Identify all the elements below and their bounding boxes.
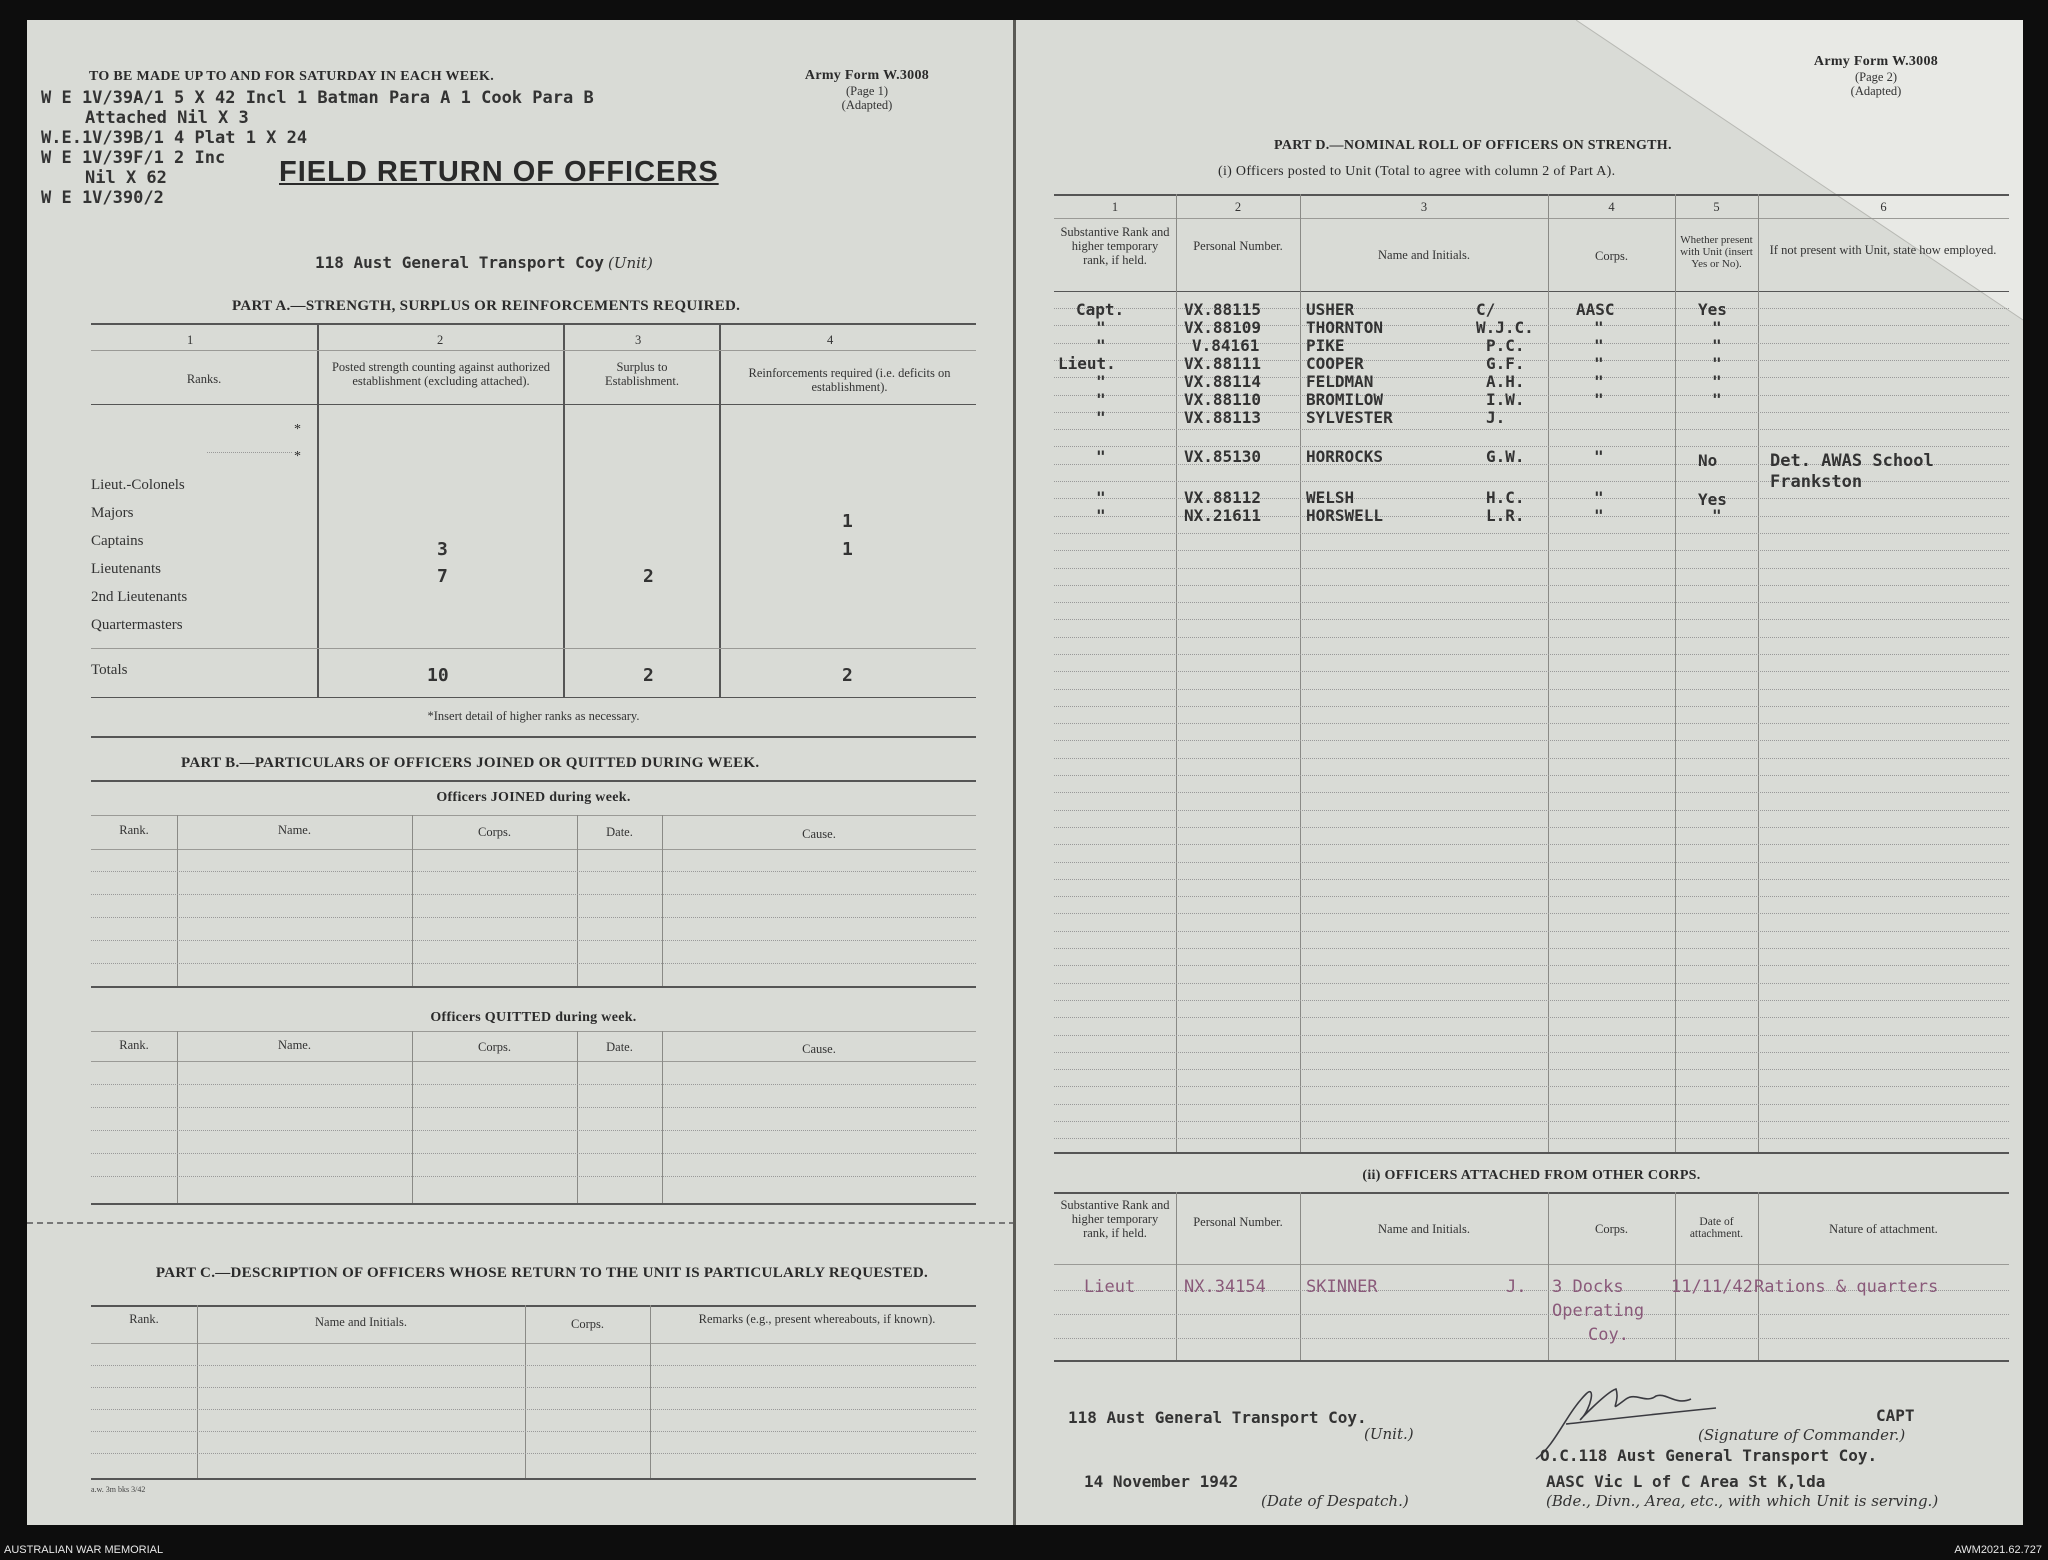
totals-label: Totals: [91, 662, 128, 678]
officer-present: No: [1698, 451, 1718, 470]
roll-ruled-line: [1054, 568, 2009, 569]
quitted-heading: Officers QUITTED during week.: [430, 1010, 637, 1025]
officer-name: USHER: [1306, 300, 1355, 319]
unit-line: [315, 253, 653, 273]
despatch-label: (Date of Despatch.): [1261, 1492, 1409, 1510]
officer-rank: ": [1096, 506, 1106, 525]
sig-label: (Signature of Commander.): [1698, 1426, 1906, 1444]
officer-number: V.84161: [1192, 336, 1260, 355]
officer-rank: ": [1096, 318, 1106, 337]
officer-present: ": [1712, 336, 1722, 355]
officer-name: SYLVESTER: [1306, 408, 1393, 427]
unit-label: (Unit): [607, 254, 653, 272]
roll-ruled-line: [1054, 1069, 2009, 1070]
officer-number: VX.88110: [1184, 390, 1262, 409]
page-number: (Page 1): [846, 84, 888, 98]
roll-ruled-line: [1054, 948, 2009, 949]
officer-initials: G.W.: [1486, 447, 1525, 466]
attached-date: 11/11/42: [1671, 1277, 1753, 1297]
typed-ref: Nil X 62: [85, 168, 167, 188]
officer-corps: ": [1594, 318, 1604, 337]
officer-rank: ": [1096, 447, 1106, 466]
officer-name: BROMILOW: [1306, 390, 1384, 409]
part-d-col-head: Corps.: [1595, 249, 1628, 263]
typed-ref: W.E.1V/39B/1 4 Plat 1 X 24: [41, 128, 308, 148]
officer-name: PIKE: [1306, 336, 1345, 355]
roll-ruled-line: [1054, 827, 2009, 828]
attached-corps: Operating: [1552, 1301, 1645, 1321]
officer-name: FELDMAN: [1306, 372, 1374, 391]
roll-ruled-line: [1054, 913, 2009, 914]
rank-label: Majors: [91, 505, 134, 521]
reinf-majors: 1: [842, 511, 853, 532]
typed-ref: W E 1V/39F/1 2 Inc: [41, 148, 226, 168]
star-row: *: [294, 422, 301, 437]
roll-ruled-line: [1054, 671, 2009, 672]
officer-name: HORROCKS: [1306, 447, 1384, 466]
rank-label: 2nd Lieutenants: [91, 589, 188, 605]
officer-number: NX.21611: [1184, 506, 1262, 525]
surplus-lieutenants: 2: [643, 566, 654, 587]
quitted-col: Cause.: [802, 1042, 836, 1056]
attached-col-head: Name and Initials.: [1378, 1222, 1470, 1236]
roll-ruled-line: [1054, 740, 2009, 741]
roll-ruled-line: [1054, 1138, 2009, 1139]
roll-ruled-line: [1054, 931, 2009, 932]
joined-col: Cause.: [802, 827, 836, 841]
attached-name: SKINNER: [1306, 1277, 1378, 1297]
officer-name: WELSH: [1306, 488, 1355, 507]
part-c-col: Name and Initials.: [315, 1315, 407, 1329]
officer-rank: ": [1096, 390, 1106, 409]
typed-ref: W E 1V/39A/1 5 X 42 Incl 1 Batman Para A 1 Cook Para B: [41, 88, 594, 108]
roll-ruled-line: [1054, 792, 2009, 793]
unit-name: 118 Aust General Transport Coy: [315, 253, 604, 272]
part-d-col-num: 3: [1420, 200, 1428, 214]
part-a-col-head: Reinforcements required (i.e. deficits on establishment).: [748, 366, 951, 394]
typed-references: [41, 88, 594, 208]
officer-number: VX.85130: [1184, 447, 1262, 466]
form-id-block: [1776, 54, 1976, 98]
officer-corps: ": [1594, 390, 1604, 409]
part-d-col-head: Personal Number.: [1193, 239, 1283, 253]
star-row: *: [294, 449, 301, 464]
sig-capt: CAPT: [1876, 1406, 1915, 1425]
officer-initials: I.W.: [1486, 390, 1525, 409]
attached-rank: Lieut: [1084, 1277, 1136, 1297]
quitted-col: Date.: [606, 1040, 633, 1054]
sig-unit: 118 Aust General Transport Coy.: [1068, 1408, 1367, 1427]
attached-col-head: Nature of attachment.: [1829, 1222, 1938, 1236]
roll-ruled-line: [1054, 481, 2009, 482]
sig-unit-label: (Unit.): [1364, 1425, 1414, 1443]
officer-name: HORSWELL: [1306, 506, 1384, 525]
part-d-col-num: 1: [1111, 200, 1119, 214]
roll-ruled-line: [1054, 1086, 2009, 1087]
officer-corps: ": [1594, 372, 1604, 391]
form-id: Army Form W.3008: [804, 68, 930, 83]
attached-col-head: Personal Number.: [1193, 1215, 1283, 1229]
officer-corps: ": [1594, 447, 1604, 466]
roll-ruled-line: [1054, 965, 2009, 966]
right-page: [1016, 20, 2023, 1525]
roll-ruled-line: [1054, 1104, 2009, 1105]
part-d-col-head: If not present with Unit, state how employed.: [1769, 243, 1997, 257]
officer-rank: Capt.: [1076, 300, 1125, 319]
part-b-heading: PART B.—PARTICULARS OF OFFICERS JOINED OR QUITTED DURING WEEK.: [181, 755, 760, 771]
roll-ruled-line: [1054, 810, 2009, 811]
part-a-col-num: 4: [827, 333, 834, 347]
part-c-col: Corps.: [571, 1317, 604, 1331]
officer-employed: Frankston: [1770, 472, 1863, 492]
officer-initials: L.R.: [1486, 506, 1525, 525]
officer-corps: ": [1594, 354, 1604, 373]
attached-col-head: Substantive Rank and higher temporary rank, if held.: [1060, 1198, 1170, 1240]
officer-number: VX.88114: [1184, 372, 1262, 391]
footer-right: AWM2021.62.727: [1954, 1544, 2042, 1556]
quitted-col: Name.: [278, 1038, 311, 1052]
totals-reinf: 2: [842, 665, 853, 686]
part-d-col-head: Substantive Rank and higher temporary rank, if held.: [1060, 225, 1170, 267]
roll-ruled-line: [1054, 1035, 2009, 1036]
attached-number: NX.34154: [1184, 1277, 1266, 1297]
officer-number: VX.88115: [1184, 300, 1262, 319]
joined-col: Corps.: [478, 825, 511, 839]
roll-ruled-line: [1054, 689, 2009, 690]
form-id: Army Form W.3008: [1813, 54, 1939, 69]
officer-rank: Lieut.: [1058, 354, 1116, 373]
top-instruction: TO BE MADE UP TO AND FOR SATURDAY IN EACH WEEK.: [89, 69, 495, 84]
roll-ruled-line: [1054, 879, 2009, 880]
roll-ruled-line: [1054, 1000, 2009, 1001]
officer-number: VX.88112: [1184, 488, 1262, 507]
part-c-col: Rank.: [129, 1312, 159, 1326]
officer-present: ": [1712, 354, 1722, 373]
roll-ruled-line: [1054, 775, 2009, 776]
attached-corps: Coy.: [1588, 1325, 1629, 1345]
typed-ref: Attached Nil X 3: [85, 108, 249, 128]
totals-posted: 10: [427, 665, 449, 686]
roll-ruled-line: [1054, 654, 2009, 655]
part-d-heading: PART D.—NOMINAL ROLL OF OFFICERS ON STRENGTH.: [1274, 138, 1672, 153]
totals-surplus: 2: [643, 665, 654, 686]
officer-present: ": [1712, 390, 1722, 409]
footer-left: AUSTRALIAN WAR MEMORIAL: [4, 1544, 164, 1556]
part-a-col-num: 3: [635, 333, 642, 347]
officer-employed: Det. AWAS School: [1770, 451, 1934, 471]
officer-initials: A.H.: [1486, 372, 1525, 391]
posted-lieutenants: 7: [437, 566, 448, 587]
officer-initials: G.F.: [1486, 354, 1525, 373]
form-title: FIELD RETURN OF OFFICERS: [279, 156, 719, 188]
part-d-col-num: 4: [1608, 200, 1615, 214]
print-code: a.w. 3m bks 3/42: [91, 1485, 146, 1494]
joined-col: Rank.: [119, 823, 149, 837]
officer-corps: ": [1594, 488, 1604, 507]
joined-heading: Officers JOINED during week.: [436, 790, 631, 805]
officer-present: ": [1712, 318, 1722, 337]
form-id-block: [787, 68, 947, 112]
despatch-date: 14 November 1942: [1084, 1472, 1239, 1491]
roll-ruled-line: [1054, 1052, 2009, 1053]
part-a-col-num: 2: [437, 333, 444, 347]
attached-initials: J.: [1506, 1277, 1527, 1297]
quitted-col: Rank.: [119, 1038, 149, 1052]
officer-present: Yes: [1698, 300, 1727, 319]
part-d-subheading: (i) Officers posted to Unit (Total to agree with column 2 of Part A).: [1218, 164, 1616, 179]
roll-ruled-line: [1054, 550, 2009, 551]
officer-initials: H.C.: [1486, 488, 1525, 507]
officer-initials: W.J.C.: [1476, 318, 1534, 337]
joined-col: Name.: [278, 823, 311, 837]
officer-name: COOPER: [1306, 354, 1364, 373]
roll-ruled-line: [1054, 706, 2009, 707]
roll-ruled-line: [1054, 585, 2009, 586]
roll-ruled-line: [1054, 896, 2009, 897]
part-d-col-num: 5: [1713, 200, 1720, 214]
part-c-heading: PART C.—DESCRIPTION OF OFFICERS WHOSE RETURN TO THE UNIT IS PARTICULARLY REQUESTED.: [155, 1265, 929, 1281]
sig-oc: O.C.118 Aust General Transport Coy.: [1540, 1446, 1878, 1465]
roll-ruled-line: [1054, 983, 2009, 984]
part-a-heading: PART A.—STRENGTH, SURPLUS OR REINFORCEMENTS REQUIRED.: [232, 298, 741, 314]
part-d-col-head: Whether present with Unit (insert Yes or No).: [1680, 234, 1753, 270]
part-a-col-head: Ranks.: [186, 372, 222, 386]
rank-label: Quartermasters: [91, 617, 183, 633]
roll-ruled-line: [1054, 1121, 2009, 1122]
attached-corps: 3 Docks: [1552, 1277, 1624, 1297]
rank-label: Captains: [91, 533, 144, 549]
area-label: (Bde., Divn., Area, etc., with which Unit is serving.): [1546, 1492, 1939, 1510]
typed-ref: W E 1V/390/2: [41, 188, 164, 208]
rank-label: Lieutenants: [91, 561, 161, 577]
attached-col-head: Date of attachment.: [1689, 1216, 1744, 1240]
attached-col-head: Corps.: [1595, 1222, 1628, 1236]
left-page: [27, 20, 1015, 1525]
officer-initials: C/: [1476, 300, 1496, 319]
officer-rank: ": [1096, 488, 1106, 507]
roll-ruled-line: [1054, 723, 2009, 724]
officer-corps: ": [1594, 506, 1604, 525]
roll-ruled-line: [1054, 1017, 2009, 1018]
roll-ruled-line: [1054, 637, 2009, 638]
officer-rank: ": [1096, 336, 1106, 355]
officer-initials: P.C.: [1486, 336, 1525, 355]
adapted-label: (Adapted): [1850, 84, 1902, 98]
page-number: (Page 2): [1855, 70, 1897, 84]
area-typed: AASC Vic L of C Area St K,lda: [1546, 1472, 1826, 1491]
roll-ruled-line: [1054, 533, 2009, 534]
part-a-col-head: Surplus to Establishment.: [605, 360, 679, 388]
part-a-footnote: *Insert detail of higher ranks as necessary.: [427, 709, 640, 723]
reinf-captains: 1: [842, 539, 853, 560]
joined-col: Date.: [606, 825, 633, 839]
officer-name: THORNTON: [1306, 318, 1384, 337]
quitted-col: Corps.: [478, 1040, 511, 1054]
part-d-col-head: Name and Initials.: [1378, 248, 1470, 262]
attached-nature: Rations & quarters: [1754, 1277, 1939, 1297]
part-d-col-num: 6: [1880, 200, 1887, 214]
officer-rank: ": [1096, 372, 1106, 391]
roll-ruled-line: [1054, 758, 2009, 759]
roll-ruled-line: [1054, 844, 2009, 845]
adapted-label: (Adapted): [841, 98, 893, 112]
officer-corps: AASC: [1576, 300, 1615, 319]
part-d-col-num: 2: [1234, 200, 1242, 214]
part-c-col: Remarks (e.g., present whereabouts, if known).: [698, 1312, 936, 1326]
officer-present: ": [1712, 372, 1722, 391]
attached-heading: (ii) OFFICERS ATTACHED FROM OTHER CORPS.: [1362, 1168, 1701, 1183]
roll-ruled-line: [1054, 429, 2009, 430]
officer-number: VX.88111: [1184, 354, 1262, 373]
roll-ruled-line: [1054, 619, 2009, 620]
officer-number: VX.88113: [1184, 408, 1262, 427]
part-a-col-num: 1: [187, 333, 194, 347]
posted-captains: 3: [437, 539, 448, 560]
rank-label: Lieut.-Colonels: [91, 477, 185, 493]
officer-rank: ": [1096, 408, 1106, 427]
officer-present: Yes: [1698, 490, 1727, 509]
officer-present: ": [1712, 506, 1722, 525]
officer-initials: J.: [1486, 408, 1506, 427]
officer-corps: ": [1594, 336, 1604, 355]
roll-ruled-line: [1054, 602, 2009, 603]
part-a-col-head: Posted strength counting against authorized establishment (excluding attached).: [331, 360, 550, 388]
officer-number: VX.88109: [1184, 318, 1262, 337]
roll-ruled-line: [1054, 862, 2009, 863]
